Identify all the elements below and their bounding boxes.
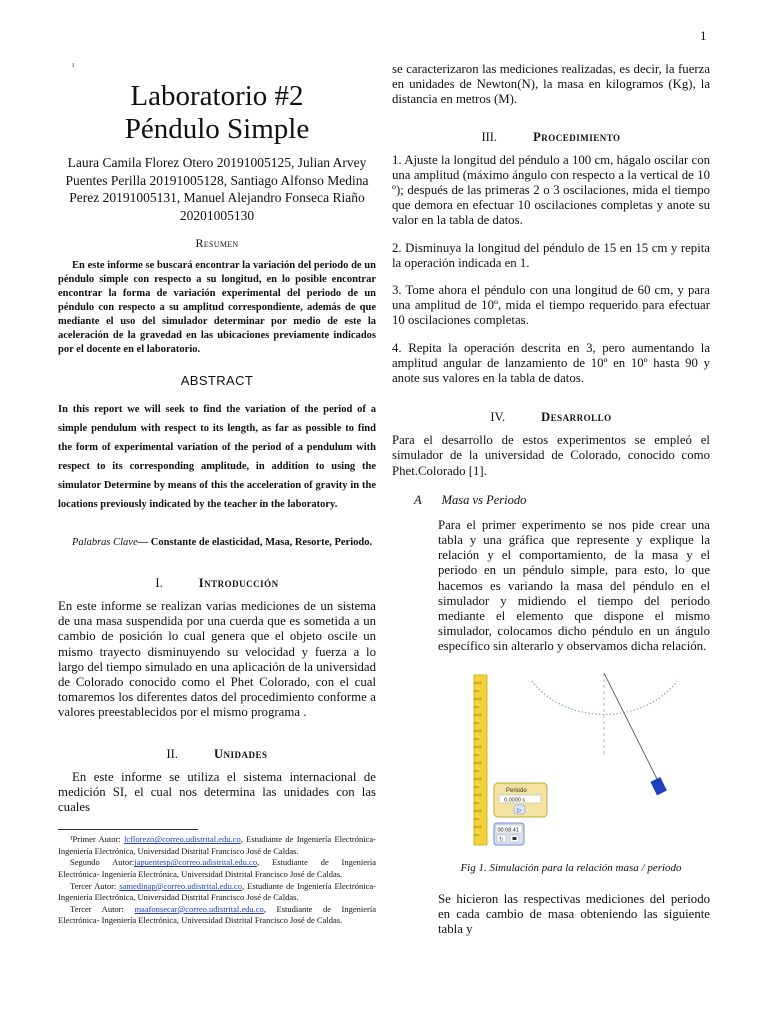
pendulum-simulation-image bbox=[472, 673, 712, 848]
section-2-number: II. bbox=[166, 746, 178, 761]
footnote-2: Segundo Autor:japuentesp@correo.udistrital.edu.co, Estudiante de Ingeniería Electrónica- Ingeniería Electrónica, Universidad Distrital Francisco José de Caldas. bbox=[58, 857, 376, 880]
procedure-step-1: 1. Ajuste la longitud del péndulo a 100 cm, hágalo oscilar con una amplitud (máximo ángulo con respecto a la vertical de 10 º); después de las primeras 2 o 3 oscilaciones, mida el tiempo que demora en efectuar 10 oscilaciones completas y anote su valor en la tabla de datos. bbox=[392, 152, 710, 228]
figure-caption: Fig 1. Simulación para la relación masa / periodo bbox=[460, 861, 682, 874]
footnote-1-email-link[interactable]: lcflorezo@correo.udistrital.edu.co bbox=[124, 834, 241, 845]
footnote-3-email-link[interactable]: samedinap@correo.udistrital.edu.co bbox=[119, 880, 243, 891]
procedure-step-3: 3. Tome ahora el péndulo con una longitud de 60 cm, y para una amplitud de 10º, mida el tiempo requerido para efectuar 10 oscilaciones completas. bbox=[392, 283, 710, 328]
section-1-title: Introducción bbox=[198, 576, 279, 590]
section-3-heading bbox=[392, 130, 710, 145]
subsection-a-letter: A bbox=[414, 492, 422, 507]
section-4-number: IV. bbox=[490, 410, 506, 425]
title-line-1: Laboratorio #2 bbox=[130, 80, 304, 112]
section-3-title: Procedimiento bbox=[533, 129, 621, 144]
section-1-text: En este informe se realizan varias mediciones de un sistema de una masa suspendida por una cuerda que es sometida a un cambio de posición lo cual genera que el objeto oscile un mismo trayecto disminuyendo su velocidad y fuerza a lo largo del tiempo simulado en una aplicación de la universidad de Colorado conocido como el Phet Colorado, con el cual tomaremos los diferentes datos del procedimiento conforme a valores preestablecidos por el mismo programa . bbox=[58, 599, 376, 720]
footnote-2-email-link[interactable]: japuentesp@correo.udistrital.edu.co bbox=[134, 857, 258, 868]
abstract-heading: ABSTRACT bbox=[180, 373, 254, 388]
section-2-title: Unidades bbox=[213, 746, 268, 761]
subsection-a-title: Masa vs Periodo bbox=[441, 492, 527, 507]
abstract-text: In this report we will seek to find the variation of the period of a simple pendulum with respect to its length, as far as possible to find the form of experimental variation of the period of a pendulum with respect to its corresponding amplitude, in addition to using the simulator Determine by means of this the acceleration of gravity in the locations previously indicated by the teacher in the laboratory. bbox=[58, 404, 376, 510]
keywords-text: — Constante de elasticidad, Masa, Resorte, Periodo. bbox=[137, 537, 373, 548]
footnote-4-email-link[interactable]: maafonsecar@correo.udistrital.edu.co bbox=[134, 903, 264, 914]
keywords-label: Palabras Clave bbox=[72, 537, 138, 548]
section-4-text: Para el desarrollo de estos experimentos se empleó el simulador de la universidad de Colorado, conocido como Phet.Colorado [1]. bbox=[392, 433, 710, 478]
subsection-a-text: Para el primer experimento se nos pide crear una tabla y una gráfica que represente y explique la relación y el comportamiento, de la masa y el periodo en un péndulo simple, para esto, lo que hacemos es variando la masa del péndulo en el simulador y midiendo el tiempo del periodo mediante el elemento que dispone el mismo simulador, colocamos dicho péndulo en un ángulo específico sin alterarlo y observamos dicha relación. bbox=[438, 517, 710, 654]
stop-icon bbox=[513, 837, 517, 840]
procedure-step-2: 2. Disminuya la longitud del péndulo de 15 en 15 cm y repita la operación indicada en 1. bbox=[392, 240, 710, 270]
procedure-step-4: 4. Repita la operación descrita en 3, pero aumentando la amplitud angular de lanzamiento de 10º en 10º hasta 90 y anote sus valores en la tabla de datos. bbox=[392, 340, 710, 386]
section-4-heading bbox=[392, 410, 710, 425]
right-column bbox=[392, 62, 710, 937]
title-line-2: Péndulo Simple bbox=[124, 113, 310, 145]
final-paragraph: Se hicieron las respectivas mediciones del periodo en cada cambio de masa obteniendo las siguiente tabla y bbox=[438, 891, 710, 937]
footnotes bbox=[58, 834, 376, 927]
play-icon: ▷ bbox=[517, 807, 522, 814]
period-panel-value: 0.0000 s bbox=[504, 797, 526, 804]
footnote-rule bbox=[58, 829, 198, 830]
reset-icon: ↻ bbox=[499, 836, 504, 843]
simulation-figure bbox=[472, 673, 712, 848]
margin-mark: ı bbox=[72, 60, 75, 69]
footnote-1: ¹Primer Autor: lcflorezo@correo.udistrital.edu.co, Estudiante de Ingeniería Electrónica- Ingeniería Electrónica, Universidad Distrital Francisco José de Caldas. bbox=[58, 834, 377, 856]
page-number: 1 bbox=[700, 28, 707, 43]
ruler[interactable] bbox=[474, 675, 487, 845]
subsection-a-heading bbox=[414, 493, 710, 508]
section-3-number: III. bbox=[481, 129, 498, 144]
footnote-4: Tercer Autor: maafonsecar@correo.udistrital.edu.co, Estudiante de Ingeniería Electrónica- Ingeniería Electrónica, Universidad Distrital Francisco José de Caldas. bbox=[58, 903, 376, 926]
section-4-title: Desarrollo bbox=[541, 410, 612, 425]
resumen-heading: Resumen bbox=[195, 236, 239, 250]
period-panel-label: Periodo bbox=[506, 787, 527, 794]
section-2-heading bbox=[58, 747, 376, 762]
paper-title bbox=[58, 80, 376, 146]
section-1-heading bbox=[58, 576, 376, 591]
resumen-text: En este informe se buscará encontrar la variación del periodo de un péndulo simple con respecto a su longitud, en lo posible encontrar encontrar la forma de variación experimental del periodo de un péndulo con respecto a su amplitud correspondiente, además de que mediante el uso del simulador determinar por medio de este la aceleración de la gravedad en las ubicaciones previamente indicados por el docente en el laboratorio. bbox=[58, 260, 376, 355]
authors: Laura Camila Florez Otero 20191005125, Julian Arvey Puentes Perilla 20191005128, Santiago Alfonso Medina Perez 20191005131, Manuel Alejandro Fonseca Riaño 20201005130 bbox=[65, 155, 369, 223]
footnote-3: Tercer Autor: samedinap@correo.udistrital.edu.co, Estudiante de Ingeniería Electrónica- Ingeniería Electrónica, Universidad Distrital Francisco José de Caldas. bbox=[58, 880, 376, 903]
keywords bbox=[58, 536, 376, 550]
left-column bbox=[58, 80, 376, 927]
section-1-number: I. bbox=[155, 576, 163, 590]
stopwatch-time: 00:08.41 bbox=[497, 827, 519, 834]
section-2-continuation: se caracterizaron las mediciones realizadas, es decir, la fuerza en unidades de Newton(N), la masa en kilogramos (Kg), la distancia en metros (M). bbox=[392, 62, 710, 107]
section-2-text: En este informe se utiliza el sistema internacional de medición SI, el cual nos determina las unidades con las cuales bbox=[58, 769, 376, 815]
